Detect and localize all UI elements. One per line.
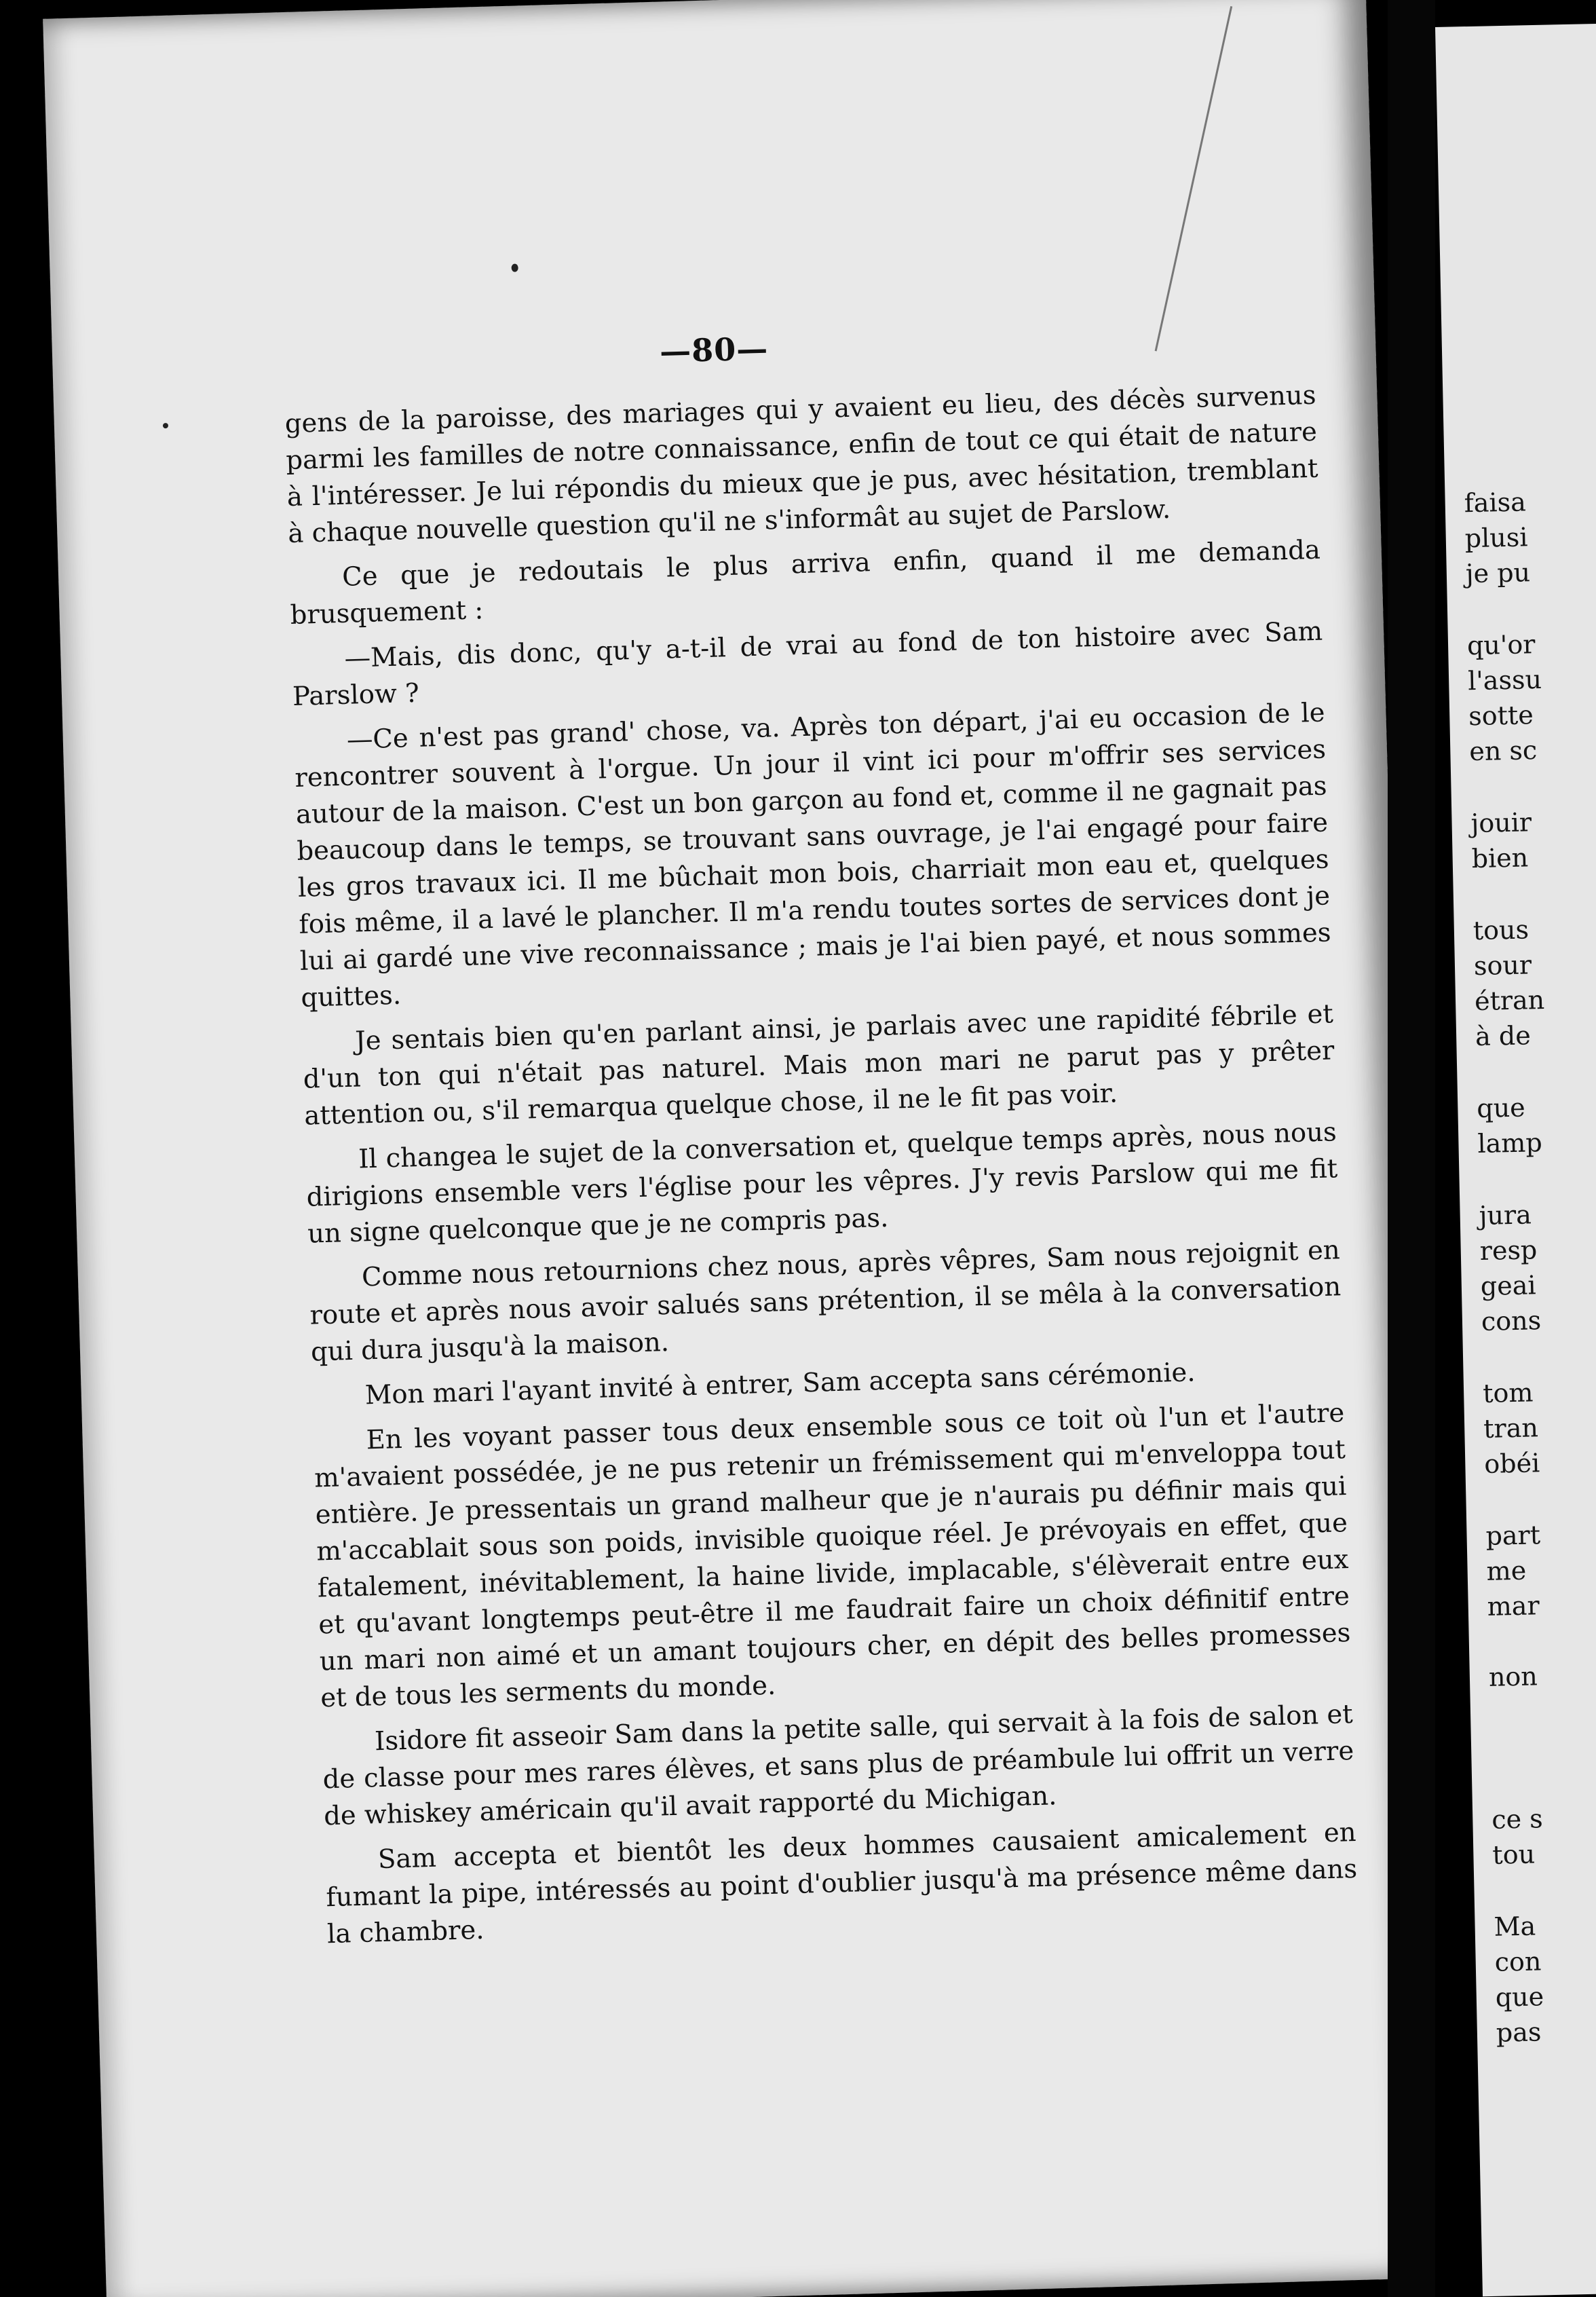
fragment-line: obéi [1483,1448,1540,1479]
fragment-line: cons [1481,1305,1542,1337]
fragment-line: con [1494,1946,1542,1977]
fragment-line: sotte [1468,700,1534,732]
dust-speck [511,263,518,272]
fragment-line: l'assu [1467,664,1542,696]
adjacent-page-edge [1435,23,1596,2297]
fragment-line: plusi [1464,522,1528,554]
paragraph-6: Il changea le sujet de la conversation et, quelque temps après, nous nous dirigions ensemble vers l'église pour les vêpres. J'y revis Parslow qui me fit un signe quelconque que je ne compris pas. [306,1117,1338,1250]
fragment-line: geai [1480,1270,1536,1302]
fragment-line: tou [1492,1839,1536,1870]
fragment-line: me [1486,1555,1527,1586]
fragment-line: pas [1496,2017,1542,2048]
fragment-line: lamp [1477,1127,1543,1159]
fragment-line: tous [1472,914,1530,946]
fragment-line: tom [1482,1377,1534,1408]
paragraph-10: Isidore fit asseoir Sam dans la petite salle, qui servait à la fois de salon et de classe pour mes rares élèves, et sans plus de préambule lui offrit un verre de whiskey américain qu'il avait rapporté du Michigan. [322,1698,1354,1832]
fragment-line: que [1476,1092,1526,1124]
page-number: —80— [659,330,769,370]
fragment-line: à de [1475,1020,1532,1052]
fragment-line: non [1488,1661,1538,1692]
fragment-line: mar [1487,1590,1540,1622]
book-gutter [1388,0,1435,2297]
fragment-line: ce s [1491,1804,1544,1835]
fragment-line: étran [1474,984,1545,1017]
paragraph-9: En les voyant passer tous deux ensemble sous ce toit où l'un et l'autre m'avaient possédée, je ne pus retenir un frémissement qui m'enveloppa tout entière. Je pressentais un grand malheur que je n'aurais pu définir mais qui m'accablait sous son poids, invisible quoique réel. Je prévoyais en effet, que fatalement, inévitablement, la haine livide, implacable, s'élèverait entre eux et qu'avant longtemps peut-être il me faudrait faire un choix définitif entre un mari non aimé et un amant toujours cher, en dépit des belles promesses et de tous les serments du monde. [314,1398,1351,1714]
fragment-line: jura [1479,1199,1532,1231]
paragraph-4: —Ce n'est pas grand' chose, va. Après ton départ, j'ai eu occasion de le rencontrer souvent à l'orgue. Un jour il vint ici pour m'offrir ses services autour de la maison. C'est un bon garçon au fond et, comme il ne gagnait pas beaucoup dans le temps, se trouvant sans ouvrage, je l'ai engagé pour faire les gros travaux ici. Il me bûchait mon bois, charriait mon eau et, quelques fois même, il a lavé le plancher. Il m'a rendu toutes sortes de services dont je lui ai gardé une vive reconnaissance ; mais je l'ai bien payé, et nous sommes quittes. [294,697,1332,1013]
fragment-line: part [1485,1520,1541,1551]
fragment-line: resp [1479,1235,1538,1267]
page-body-text [284,377,1358,1962]
fragment-line: jouir [1470,807,1532,839]
paragraph-5: Je sentais bien qu'en parlant ainsi, je parlais avec une rapidité fébrile et d'un ton qui n'était pas naturel. Mais mon mari ne parut pas y prêter attention ou, s'il remarqua quelque chose, il ne le fit pas voir. [303,998,1335,1132]
fragment-line: sour [1473,950,1532,982]
fragment-line: je pu [1465,557,1531,589]
book-page [43,0,1430,2297]
fragment-line: tran [1483,1413,1539,1444]
paragraph-1: gens de la paroisse, des mariages qui y avaient eu lieu, des décès survenus parmi les familles de notre connaissance, enfin de tout ce qui était de nature à l'intéresser. Je lui répondis du mieux que je pus, avec hésitation, tremblant à chaque nouvelle question qu'il ne s'informât au sujet de Parslow. [284,379,1318,550]
paragraph-7: Comme nous retournions chez nous, après vêpres, Sam nous rejoignit en route et après nous avoir salués sans prétention, il se mêla à la conversation qui dura jusqu'à la maison. [309,1235,1342,1368]
paragraph-11: Sam accepta et bientôt les deux hommes causaient amicalement en fumant la pipe, intéressés au point d'oublier jusqu'à ma présence même dans la chambre. [325,1816,1358,1950]
paragraph-2: Ce que je redoutais le plus arriva enfin, quand il me demanda brusquement : [290,534,1321,631]
fragment-line: faisa [1464,487,1527,519]
fragment-line: qu'or [1466,629,1536,661]
fragment-line: Ma [1494,1911,1536,1942]
fragment-line: bien [1471,842,1529,874]
paragraph-8: Mon mari l'ayant invité à entrer, Sam accepta sans cérémonie. [364,1357,1196,1411]
fragment-line: en sc [1468,735,1538,767]
dust-speck [163,423,168,428]
fragment-line: que [1495,1981,1544,2013]
paragraph-3: —Mais, dis donc, qu'y a-t-il de vrai au fond de ton histoire avec Sam Parslow ? [292,616,1323,712]
scan-scratch [1155,6,1233,352]
